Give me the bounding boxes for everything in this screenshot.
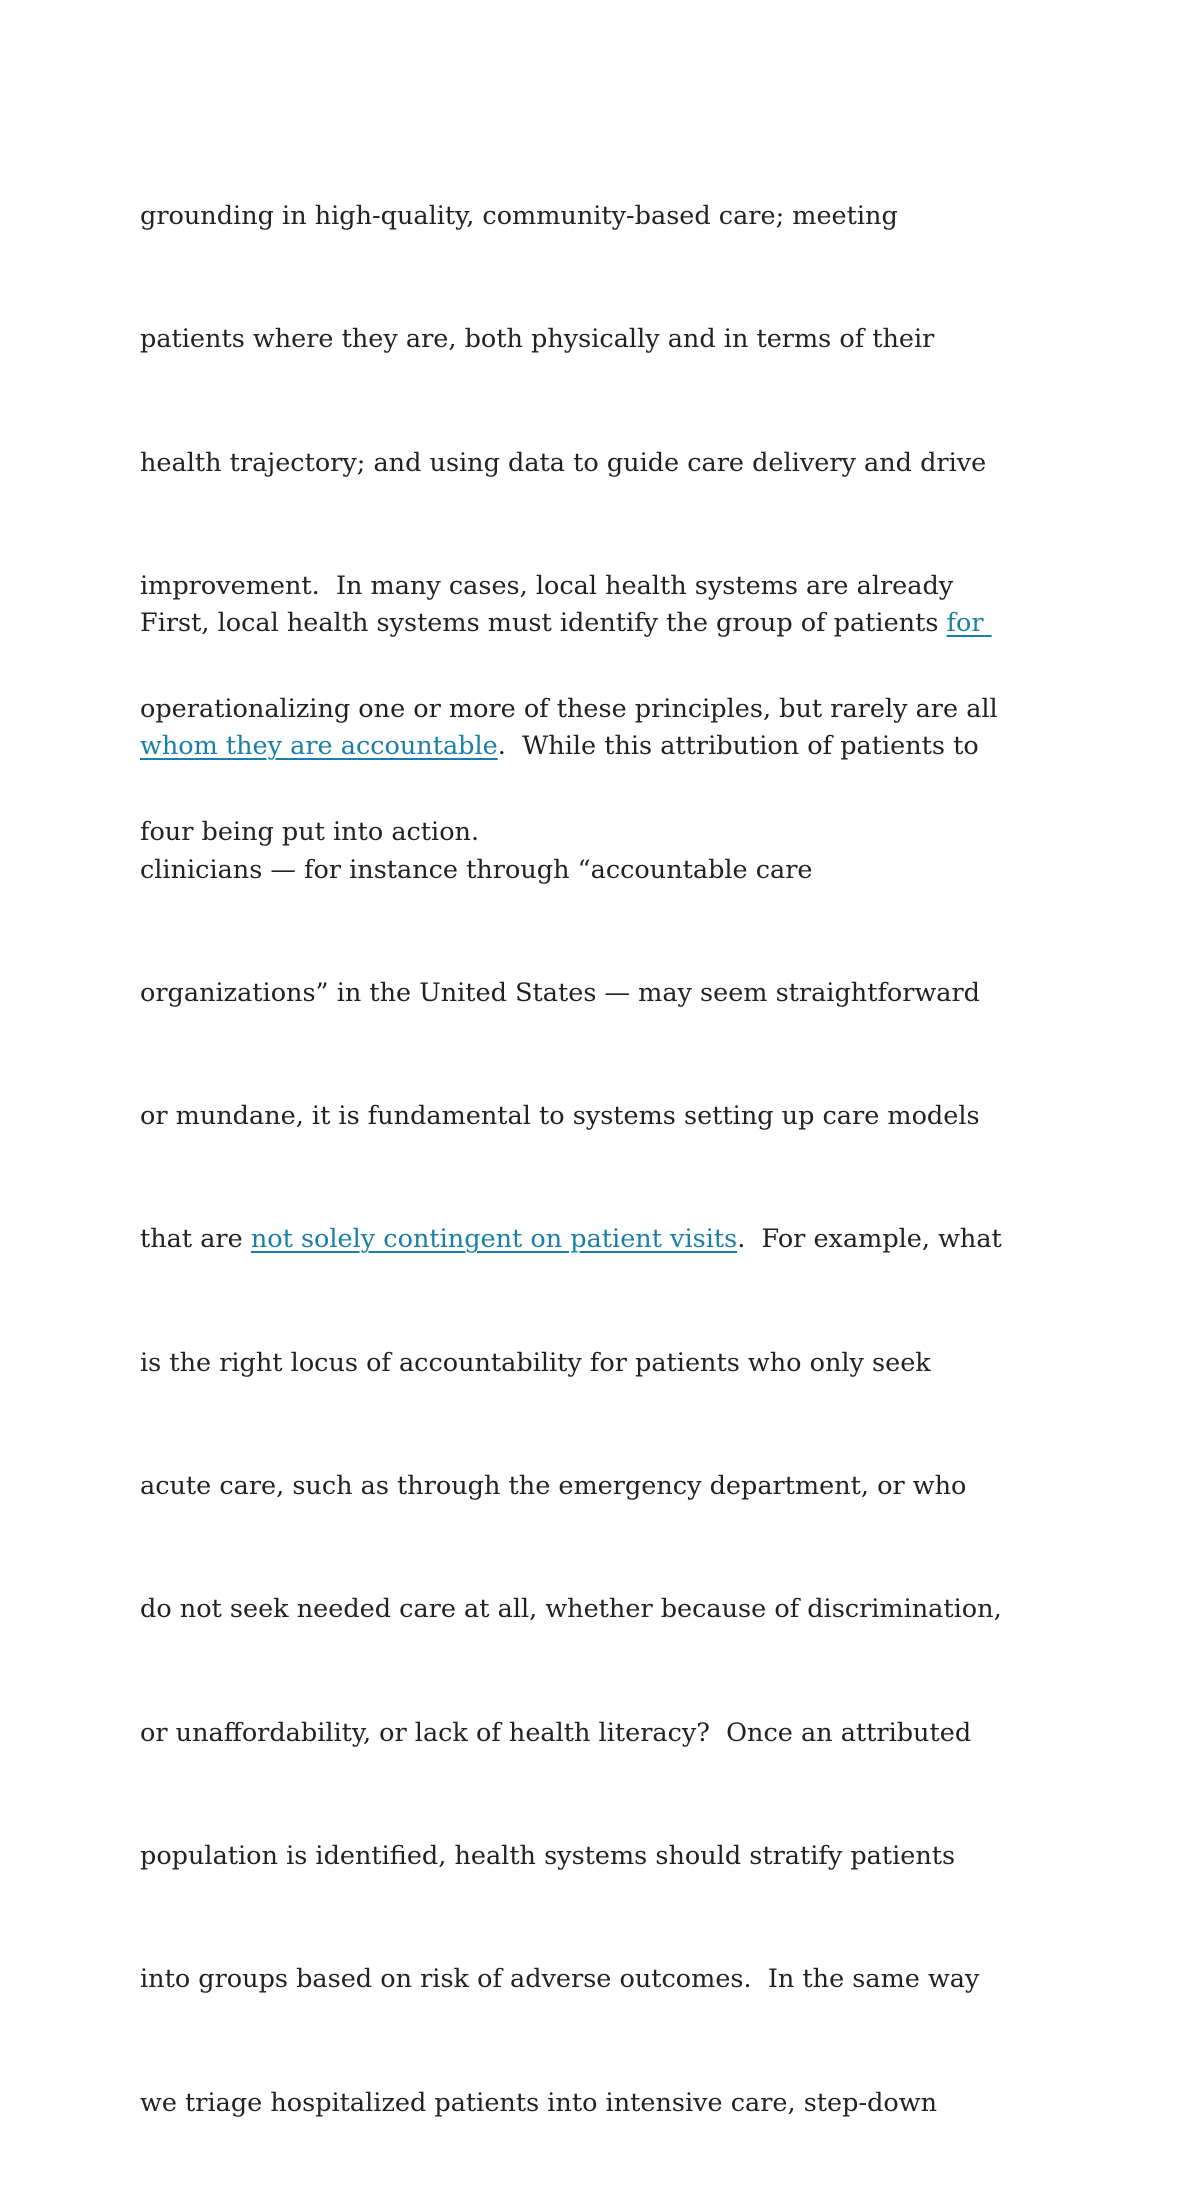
paragraph-1-line-4: improvement. In many cases, local health systems are already [140,570,954,601]
paragraph-1-line-6: four being put into action. [140,817,480,848]
paragraph-2-line-1-text: First, local health systems must identify the group of patients [140,608,947,638]
paragraph-1-line-5: operationalizing one or more of these principles, but rarely are all [140,694,998,725]
accountable-patients-link-part-1[interactable]: for [946,608,992,638]
paragraph-2-line-1 [140,608,1060,671]
paragraph-2-line-5: or mundane, it is fundamental to systems setting up care models [140,1101,980,1132]
paragraph-2-line-6 [140,1224,1060,1287]
paragraph-2-line-2-text: . While this attribution of patients to [497,731,979,762]
paragraph-1-line-1: grounding in high-quality, community-based care; meeting [140,201,898,231]
paragraph-2-line-11: population is identified, health systems should stratify patients [140,1840,956,1871]
patient-visits-link[interactable]: not solely contingent on patient visits [250,1224,738,1255]
paragraph-2-line-6-text-before: that are [140,1224,251,1255]
paragraph-2-line-2 [140,731,1060,794]
paragraph-2-line-13: we triage hospitalized patients into intensive care, step-down [140,2087,938,2118]
paragraph-1-line-3: health trajectory; and using data to guide care delivery and drive [140,447,987,478]
paragraph-2-line-6-text-after: . For example, what [737,1224,1002,1255]
paragraph-2-line-9: do not seek needed care at all, whether because of discrimination, [140,1594,1002,1625]
paragraph-1-line-2: patients where they are, both physically and in terms of their [140,324,935,355]
accountable-patients-link-part-2[interactable]: whom they are accountable [140,731,498,762]
paragraph-2-line-8: acute care, such as through the emergency department, or who [140,1471,967,1502]
paragraph-2-line-10: or unaffordability, or lack of health literacy? Once an attributed [140,1717,972,1748]
paragraph-2-line-3: clinicians — for instance through “accountable care [140,854,813,885]
paragraph-2-line-4: organizations” in the United States — may seem straightforward [140,977,980,1008]
paragraph-2-line-12: into groups based on risk of adverse outcomes. In the same way [140,1964,980,1995]
paragraph-2 [140,548,1060,2211]
paragraph-2-line-7: is the right locus of accountability for patients who only seek [140,1347,931,1378]
